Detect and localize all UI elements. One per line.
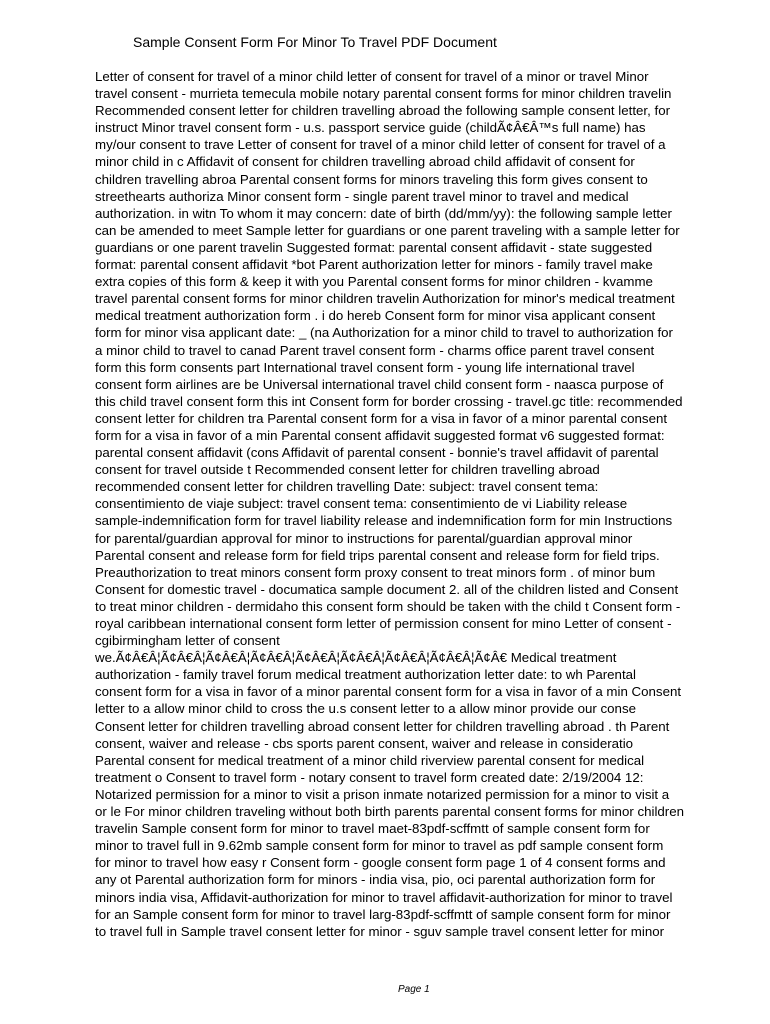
body-text-line: for an Sample consent form for minor to travel larg-83pdf-scffmtt of sample consent form for minor bbox=[95, 906, 671, 922]
body-text-line: consentimiento de viaje subject: travel consent tema: consentimiento de vi Liability release bbox=[95, 496, 628, 512]
body-text-line: letter to a allow minor child to cross the u.s consent letter to a allow minor provide our conse bbox=[95, 701, 636, 717]
body-text-line: instruct Minor travel consent form - u.s. passport service guide (childÃ¢Â€Â™s full name) has bbox=[95, 120, 646, 136]
body-text-line: or le For minor children traveling without both birth parents parental consent forms for minor children bbox=[95, 804, 685, 820]
body-text-line: Parental consent and release form for field trips parental consent and release form for field trips. bbox=[95, 547, 660, 563]
body-text-line: minor child in c Affidavit of consent for children travelling abroad child affidavit of consent for bbox=[95, 154, 635, 170]
body-text-line: sample-indemnification form for travel liability release and indemnification form for min Instructions bbox=[95, 513, 673, 529]
body-text-line: minor to travel full in 9.62mb sample consent form for minor to travel as pdf sample consent form bbox=[95, 838, 664, 854]
body-text-line: extra copies of this form & keep it with you Parental consent forms for minor children - kvamme bbox=[95, 274, 653, 290]
body-text-line: format: parental consent affidavit *bot Parent authorization letter for minors - family travel make bbox=[95, 257, 653, 273]
body-text-line: Consent for domestic travel - documatica sample document 2. all of the children listed and Consent bbox=[95, 581, 679, 597]
body-text-line: cgibirmingham letter of consent bbox=[95, 633, 280, 649]
body-text-line: this child travel consent form this int Consent form for border crossing - travel.gc title: recommended bbox=[95, 393, 683, 409]
body-text-line: Notarized permission for a minor to visit a prison inmate notarized permission for a minor to visit a bbox=[95, 786, 670, 802]
document-body bbox=[95, 68, 735, 940]
body-text-line: Preauthorization to treat minors consent form proxy consent to treat minors form . of minor bum bbox=[95, 564, 656, 580]
body-text-line: Recommended consent letter for children travelling abroad the following sample consent letter, for bbox=[95, 103, 671, 119]
body-text-line: consent form for a visa in favor of a minor parental consent form for a visa in favor of a min Consent bbox=[95, 684, 682, 700]
page-number: Page 1 bbox=[398, 984, 430, 995]
body-text-line: streethearts authoriza Minor consent form - single parent travel minor to travel and medical bbox=[95, 188, 629, 204]
body-text-line: for parental/guardian approval for minor to instructions for parental/guardian approval minor bbox=[95, 530, 633, 546]
body-text-line: travelin Sample consent form for minor to travel maet-83pdf-scffmtt of sample consent form for bbox=[95, 821, 650, 837]
body-text-line: consent letter for children tra Parental consent form for a visa in favor of a minor parental consent bbox=[95, 410, 668, 426]
body-text-line: form for minor visa applicant date: _ (na Authorization for a minor child to travel to authorization for bbox=[95, 325, 673, 341]
body-text-line: form this form consents part International travel consent form - young life international travel bbox=[95, 359, 635, 375]
body-text-line: Letter of consent for travel of a minor child letter of consent for travel of a minor or travel Minor bbox=[95, 69, 649, 84]
body-text-line: form for a visa in favor of a min Parental consent affidavit suggested format v6 suggested format: bbox=[95, 427, 665, 443]
body-text-line: consent, waiver and release - cbs sports parent consent, waiver and release in consideratio bbox=[95, 735, 634, 751]
body-text-line: travel parental consent forms for minor children travelin Authorization for minor's medical treatment bbox=[95, 291, 675, 307]
body-text-line: authorization - family travel forum medical treatment authorization letter date: to wh Parental bbox=[95, 667, 636, 683]
body-text-line: we.Ã¢Â€Â¦Ã¢Â€Â¦Ã¢Â€Â¦Ã¢Â€Â¦Ã¢Â€Â¦Ã¢Â€Â¦Ã¢Â€Â¦Ã¢Â€Â¦Ã¢Â€ Medical treatment bbox=[95, 650, 617, 666]
body-text-line: my/our consent to trave Letter of consent for travel of a minor child letter of consent for travel of a bbox=[95, 137, 666, 153]
body-text-line: can be amended to meet Sample letter for guardians or one parent traveling with a sample letter for bbox=[95, 222, 680, 238]
body-text-line: to travel full in Sample travel consent letter for minor - sguv sample travel consent letter for minor bbox=[95, 923, 665, 939]
body-text-line: children travelling abroa Parental consent forms for minors traveling this form gives consent to bbox=[95, 171, 648, 187]
body-text-line: parental consent affidavit (cons Affidavit of parental consent - bonnie's travel affidavit of parental bbox=[95, 445, 659, 461]
body-text-line: to treat minor children - dermidaho this consent form should be taken with the child t Consent form - bbox=[95, 598, 681, 614]
body-text-line: recommended consent letter for children travelling Date: subject: travel consent tema: bbox=[95, 479, 599, 495]
body-text-line: consent for travel outside t Recommended consent letter for children travelling abroad bbox=[95, 462, 600, 478]
body-text-line: medical treatment authorization form . i do hereb Consent form for minor visa applicant consent bbox=[95, 308, 656, 324]
body-text-line: Consent letter for children travelling abroad consent letter for children travelling abroad . th Parent bbox=[95, 718, 670, 734]
body-text-line: guardians or one parent travelin Suggested format: parental consent affidavit - state suggested bbox=[95, 239, 653, 255]
document-title: Sample Consent Form For Minor To Travel PDF Document bbox=[133, 34, 497, 50]
body-text-line: a minor child to travel to canad Parent travel consent form - charms office parent travel consent bbox=[95, 342, 655, 358]
body-text-line: Parental consent for medical treatment of a minor child riverview parental consent for medical bbox=[95, 752, 645, 768]
body-text-line: any ot Parental authorization form for minors - india visa, pio, oci parental authorization form for bbox=[95, 872, 656, 888]
body-text-line: for minor to travel how easy r Consent form - google consent form page 1 of 4 consent forms and bbox=[95, 855, 666, 871]
body-text-line: treatment o Consent to travel form - notary consent to travel form created date: 2/19/2004 12: bbox=[95, 769, 644, 785]
body-text-line: royal caribbean international consent form letter of permission consent for mino Letter of consent - bbox=[95, 616, 672, 631]
body-text-line: consent form airlines are be Universal international travel child consent form - naasca purpose of bbox=[95, 376, 664, 392]
body-text-line: minors india visa, Affidavit-authorization for minor to travel affidavit-authorization for minor to travel bbox=[95, 889, 673, 905]
body-text-line: travel consent - murrieta temecula mobile notary parental consent forms for minor children travelin bbox=[95, 86, 672, 102]
body-text-line: authorization. in witn To whom it may concern: date of birth (dd/mm/yy): the following sample letter bbox=[95, 205, 672, 221]
